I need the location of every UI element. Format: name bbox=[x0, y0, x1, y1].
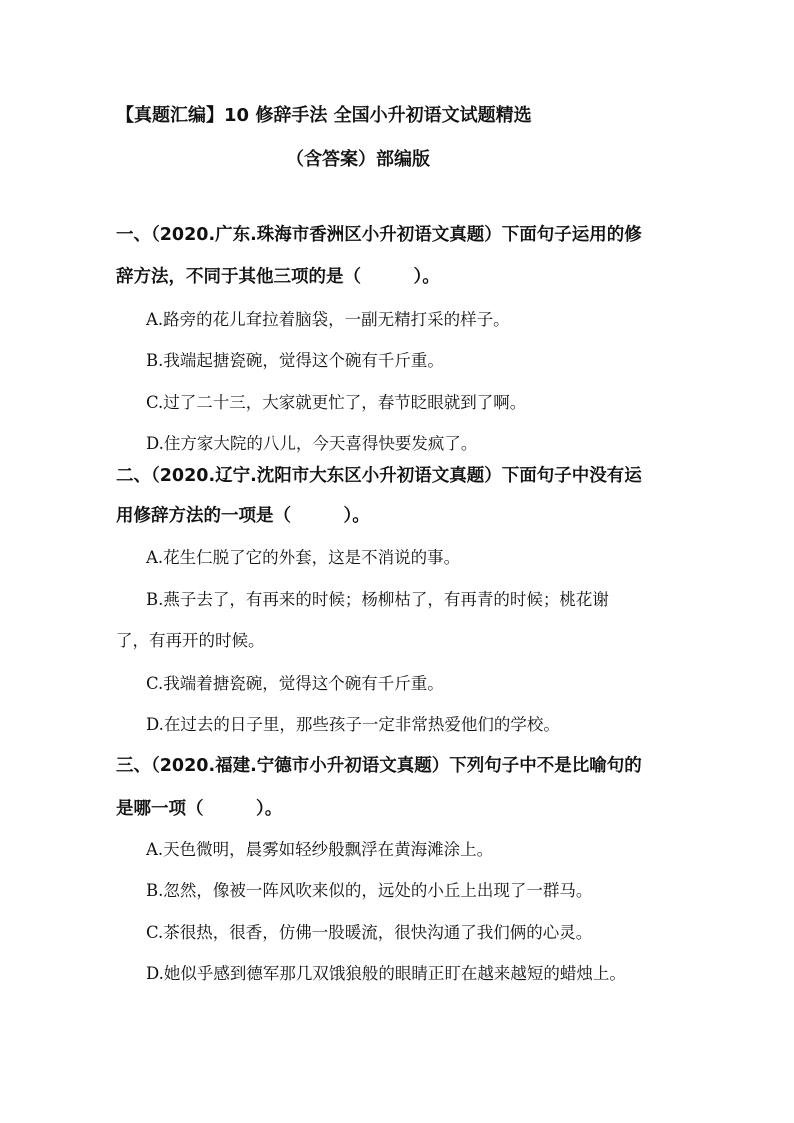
question-1-stem-line-2: 辞方法，不同于其他三项的是（ ）。 bbox=[116, 267, 440, 287]
question-3-option-d: D.她似乎感到德军那几双饿狼般的眼睛正盯在越来越短的蜡烛上。 bbox=[146, 964, 626, 983]
question-2-option-d: D.在过去的日子里，那些孩子一定非常热爱他们的学校。 bbox=[146, 715, 560, 734]
question-2-stem-line-1: 二、（2020.辽宁.沈阳市大东区小升初语文真题）下面句子中没有运 bbox=[116, 466, 642, 486]
question-2-option-c: C.我端着搪瓷碗，觉得这个碗有千斤重。 bbox=[146, 674, 444, 693]
question-2-stem-line-2: 用修辞方法的一项是（ ）。 bbox=[116, 506, 370, 526]
question-1-option-d: D.住方家大院的八儿，今天喜得快要发疯了。 bbox=[146, 434, 478, 453]
question-2-option-b-line-1: B.燕子去了，有再来的时候；杨柳枯了，有再青的时候；桃花谢 bbox=[146, 590, 609, 609]
question-1-option-a: A.路旁的花儿耷拉着脑袋，一副无精打采的样子。 bbox=[146, 310, 510, 329]
question-2-option-b-line-2: 了，有再开的时候。 bbox=[116, 631, 265, 650]
question-1-option-b: B.我端起搪瓷碗，觉得这个碗有千斤重。 bbox=[146, 351, 444, 370]
question-3-option-c: C.茶很热，很香，仿佛一股暖流，很快沟通了我们俩的心灵。 bbox=[146, 923, 593, 942]
question-2-option-a: A.花生仁脱了它的外套，这是不消说的事。 bbox=[146, 548, 461, 567]
question-3-stem-line-2: 是哪一项（ ）。 bbox=[116, 799, 283, 819]
question-1-option-c: C.过了二十三，大家就更忙了，春节眨眼就到了啊。 bbox=[146, 393, 527, 412]
question-3-option-a: A.天色微明，晨雾如轻纱般飘浮在黄海滩涂上。 bbox=[146, 840, 494, 859]
document-title-line-2: （含答案）部编版 bbox=[286, 149, 430, 170]
question-1-stem-line-1: 一、（2020.广东.珠海市香洲区小升初语文真题）下面句子运用的修 bbox=[116, 225, 642, 245]
document-title-line-1: 【真题汇编】10 修辞手法 全国小升初语文试题精选 bbox=[116, 105, 532, 126]
question-3-stem-line-1: 三、（2020.福建.宁德市小升初语文真题）下列句子中不是比喻句的 bbox=[116, 756, 642, 776]
question-3-option-b: B.忽然，像被一阵风吹来似的，远处的小丘上出现了一群马。 bbox=[146, 881, 593, 900]
